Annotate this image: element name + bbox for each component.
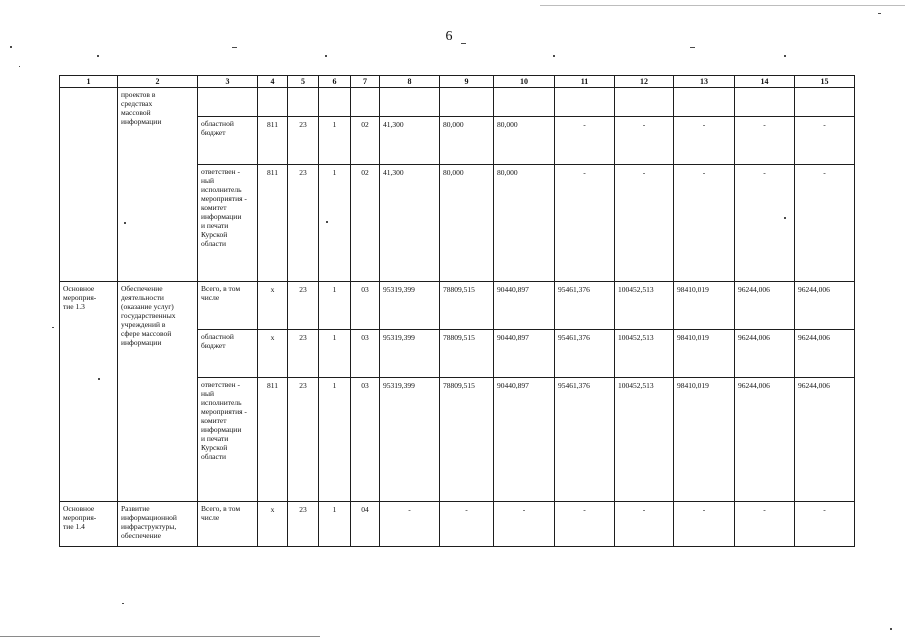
code-cell: x	[258, 330, 288, 378]
scan-speck	[461, 43, 466, 44]
code-cell: 1	[319, 502, 351, 547]
measure-name-cell: Основное мероприя- тие 1.4	[60, 502, 118, 547]
amount-cell: 80,000	[494, 117, 555, 165]
code-cell: 23	[288, 502, 319, 547]
amount-cell	[735, 88, 795, 117]
measure-name-cell	[60, 88, 118, 282]
scan-speck	[890, 628, 892, 630]
amount-cell: -	[735, 165, 795, 282]
amount-cell: -	[555, 165, 615, 282]
amount-cell: -	[795, 502, 855, 547]
column-number: 8	[380, 76, 440, 88]
code-cell: 811	[258, 378, 288, 502]
amount-cell: -	[795, 165, 855, 282]
scan-speck	[325, 55, 327, 57]
column-number: 2	[118, 76, 198, 88]
code-cell: 811	[258, 165, 288, 282]
amount-cell: 41,300	[380, 117, 440, 165]
amount-cell: -	[555, 502, 615, 547]
code-cell: 04	[351, 502, 380, 547]
scan-edge-line	[540, 5, 905, 6]
amount-cell: 100452,513	[615, 282, 674, 330]
scan-speck	[19, 66, 20, 67]
code-cell: 03	[351, 330, 380, 378]
scan-speck	[690, 47, 695, 48]
amount-cell: 96244,006	[735, 282, 795, 330]
amount-cell: -	[615, 165, 674, 282]
column-number: 4	[258, 76, 288, 88]
table-header	[60, 76, 855, 88]
amount-cell: 96244,006	[735, 378, 795, 502]
page-number: 6	[445, 29, 453, 44]
column-number-row	[60, 76, 855, 88]
amount-cell: 95461,376	[555, 282, 615, 330]
scan-speck	[52, 327, 54, 328]
column-number: 1	[60, 76, 118, 88]
code-cell: 1	[319, 378, 351, 502]
amount-cell: -	[615, 502, 674, 547]
table-row	[60, 502, 855, 547]
column-number: 9	[440, 76, 494, 88]
amount-cell: 90440,897	[494, 282, 555, 330]
code-cell: 23	[288, 282, 319, 330]
code-cell: 03	[351, 378, 380, 502]
scan-speck	[124, 222, 126, 224]
funding-source-cell: ответствен - ный исполнитель мероприятия - комитет информации и печати Курской области	[198, 165, 258, 282]
amount-cell: 90440,897	[494, 378, 555, 502]
amount-cell: 96244,006	[795, 282, 855, 330]
code-cell: 03	[351, 282, 380, 330]
amount-cell	[674, 88, 735, 117]
amount-cell: 41,300	[380, 165, 440, 282]
amount-cell: -	[440, 502, 494, 547]
code-cell: 23	[288, 117, 319, 165]
amount-cell: 96244,006	[795, 330, 855, 378]
scan-speck	[326, 221, 328, 223]
code-cell: x	[258, 502, 288, 547]
column-number: 13	[674, 76, 735, 88]
amount-cell: 100452,513	[615, 330, 674, 378]
code-cell: 02	[351, 117, 380, 165]
code-cell	[351, 88, 380, 117]
code-cell	[258, 88, 288, 117]
funding-source-cell	[198, 88, 258, 117]
scan-speck	[98, 378, 100, 380]
amount-cell: 96244,006	[795, 378, 855, 502]
amount-cell	[555, 88, 615, 117]
amount-cell: 96244,006	[735, 330, 795, 378]
amount-cell: 100452,513	[615, 378, 674, 502]
amount-cell: 78809,515	[440, 330, 494, 378]
amount-cell: -	[674, 117, 735, 165]
funding-source-cell: ответствен - ный исполнитель мероприятия - комитет информации и печати Курской области	[198, 378, 258, 502]
amount-cell	[615, 88, 674, 117]
table-row	[60, 88, 855, 117]
amount-cell: 95461,376	[555, 330, 615, 378]
code-cell: 23	[288, 165, 319, 282]
column-number: 11	[555, 76, 615, 88]
code-cell: 23	[288, 330, 319, 378]
amount-cell: -	[795, 117, 855, 165]
amount-cell: -	[735, 117, 795, 165]
amount-cell: -	[735, 502, 795, 547]
column-number: 14	[735, 76, 795, 88]
amount-cell: 98410,019	[674, 378, 735, 502]
amount-cell: 98410,019	[674, 330, 735, 378]
column-number: 10	[494, 76, 555, 88]
amount-cell: 80,000	[440, 165, 494, 282]
measure-description-cell: проектов в средствах массовой информации	[118, 88, 198, 282]
amount-cell: 95319,399	[380, 282, 440, 330]
amount-cell	[440, 88, 494, 117]
code-cell: 02	[351, 165, 380, 282]
budget-table	[59, 75, 855, 547]
funding-source-cell: Всего, в том числе	[198, 502, 258, 547]
code-cell: 1	[319, 117, 351, 165]
amount-cell: 95319,399	[380, 378, 440, 502]
amount-cell: -	[380, 502, 440, 547]
scan-speck	[97, 55, 99, 57]
amount-cell: 78809,515	[440, 282, 494, 330]
amount-cell: -	[555, 117, 615, 165]
code-cell: 23	[288, 378, 319, 502]
amount-cell: -	[494, 502, 555, 547]
scan-speck	[232, 47, 237, 48]
column-number: 5	[288, 76, 319, 88]
amount-cell: 80,000	[440, 117, 494, 165]
amount-cell	[795, 88, 855, 117]
amount-cell: -	[674, 502, 735, 547]
funding-source-cell: областной бюджет	[198, 117, 258, 165]
column-number: 15	[795, 76, 855, 88]
code-cell	[288, 88, 319, 117]
amount-cell	[380, 88, 440, 117]
amount-cell: -	[615, 117, 674, 165]
table-body	[60, 88, 855, 547]
amount-cell: 98410,019	[674, 282, 735, 330]
column-number: 12	[615, 76, 674, 88]
amount-cell: 80,000	[494, 165, 555, 282]
table-row	[60, 282, 855, 330]
scan-speck	[784, 55, 786, 57]
code-cell: 811	[258, 117, 288, 165]
scan-speck	[122, 603, 124, 604]
amount-cell: 78809,515	[440, 378, 494, 502]
column-number: 6	[319, 76, 351, 88]
measure-description-cell: Обеспечение деятельности (оказание услуг) государственных учреждений в сфере массовой информации	[118, 282, 198, 502]
funding-source-cell: областной бюджет	[198, 330, 258, 378]
measure-name-cell: Основное мероприя- тие 1.3	[60, 282, 118, 502]
code-cell: 1	[319, 330, 351, 378]
scan-speck	[10, 46, 12, 48]
code-cell: 1	[319, 282, 351, 330]
code-cell	[319, 88, 351, 117]
amount-cell	[494, 88, 555, 117]
scan-speck	[553, 55, 555, 57]
funding-source-cell: Всего, в том числе	[198, 282, 258, 330]
scan-edge-line	[0, 636, 320, 637]
measure-description-cell: Развитие информационной инфраструктуры, обеспечение	[118, 502, 198, 547]
amount-cell: 90440,897	[494, 330, 555, 378]
amount-cell: 95319,399	[380, 330, 440, 378]
code-cell: x	[258, 282, 288, 330]
scan-speck	[784, 217, 786, 219]
amount-cell: -	[674, 165, 735, 282]
amount-cell: 95461,376	[555, 378, 615, 502]
scan-speck	[878, 13, 881, 14]
column-number: 3	[198, 76, 258, 88]
code-cell: 1	[319, 165, 351, 282]
column-number: 7	[351, 76, 380, 88]
